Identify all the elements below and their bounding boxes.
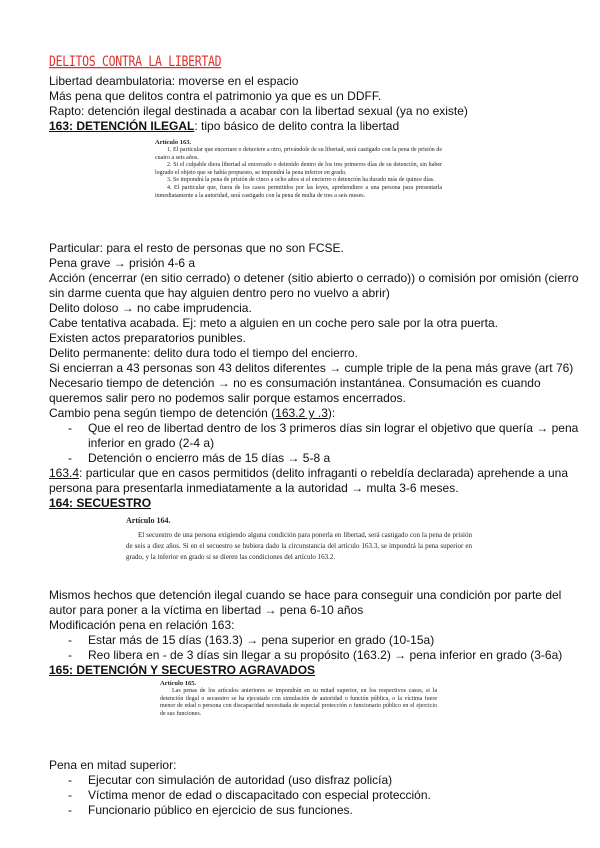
article-163-para-4: 4. El particular que, fuera de los casos permitidos por las leyes, aprehendiere a una persona para presentarla inmediatamente a la autoridad, será castigado con la pena de multa de tres a seis meses. [155,184,442,199]
s163-p4-rest: : particular que en casos permitidos (delito infraganti o rebeldía declarada) aprehende a una [79,466,569,480]
s163-line-5: Delito doloso → no cabe imprudencia. [49,301,252,315]
s165-bullet-2: Víctima menor de edad o discapacitado con especial protección. [88,788,431,802]
article-165-title: Artículo 165. [160,680,197,687]
section-163-heading-line [49,119,399,134]
s164-bullet-1: Estar más de 15 días (163.3) → pena superior en grado (10-15a) [88,633,435,647]
s163-p4-line-2: persona para presentarla inmediatamente a la autoridad → multa 3-6 meses. [49,481,459,495]
s163-p4-line [49,466,568,481]
s163-line-1: Particular: para el resto de personas que no son FCSE. [49,241,344,255]
section-163-heading: 163: DETENCIÓN ILEGAL [49,119,195,133]
bullet-marker: - [68,773,72,787]
s164-line-1: Mismos hechos que detención ilegal cuando se hace para conseguir una condición por parte del [49,588,562,602]
s163-bullet-1-cont: inferior en grado (2-4 a) [88,436,215,450]
article-163-title: Artículo 163. [155,139,192,146]
s163-line-10: Necesario tiempo de detención → no es consumación instantánea. Consumación es cuando [49,376,541,390]
section-165-heading-line [49,663,315,678]
s163-cambio-prefix: Cambio pena según tiempo de detención ( [49,406,276,420]
bullet-marker: - [68,451,72,465]
intro-line-1: Libertad deambulatoria: moverse en el espacio [49,74,299,88]
bullet-marker: - [68,648,72,662]
article-163-para-2: 2. Si el culpable diera libertad al encerrado o detenido dentro de los tres primeros días de su detención, sin haber logrado el objeto que se había propuesto, se impondrá la pena inferior en grado. [155,162,442,176]
s163-cambio-suffix: ): [327,406,336,420]
article-165-excerpt [160,679,437,718]
s164-bullet-2: Reo libera en - de 3 días sin llegar a su propósito (163.2) → pena inferior en grado (3-6a) [88,648,563,662]
article-164-title: Artículo 164. [126,516,171,525]
article-164-text: El secuestro de una persona exigiendo alguna condición para ponerla en libertad, será castigado con la pena de prisión de seis a diez años. Si en el secuestro se hubiera dado la circunstancia del artículo 163.3, se impondrá la pena superior en grado, y la inferior en grado si se dieren las condiciones del artículo 163.2. [126,531,472,561]
bullet-marker: - [68,421,72,435]
article-163-para-1: 1. El particular que encerrare o detuviere a otro, privándole de su libertad, será castigado con la pena de prisión de cuatro a seis años. [155,147,442,161]
article-163-excerpt [155,138,442,200]
bullet-marker: - [68,788,72,802]
section-164-heading: 164: SECUESTRO [49,496,152,510]
section-164-heading-line [49,496,151,511]
s163-line-3: Acción (encerrar (en sitio cerrado) o detener (sitio abierto o cerrado)) o comisión por omisión (cierro [49,271,579,285]
s163-line-8: Delito permanente: delito dura todo el tiempo del encierro. [49,346,358,360]
s163-line-9: Si encierran a 43 personas son 43 delitos diferentes → cumple triple de la pena más grave (art 76) [49,361,574,375]
article-165-text: Las penas de los artículos anteriores se impondrán en su mitad superior, en los respectivos casos, si la detención ilegal o secuestro se ha ejecutado con simulación de autoridad o función pública, o la víctima fuere menor de edad o persona con discapacidad necesitada de especial protección o funcionario público en el ejercicio de sus funciones. [160,688,437,717]
s163-line-2: Pena grave → prisión 4-6 a [49,256,196,270]
s165-bullet-1: Ejecutar con simulación de autoridad (uso disfraz policía) [88,773,393,787]
article-163-para-3: 3. Se impondrá la pena de prisión de cinco a ocho años si el encierro o detención ha durado más de quince días. [167,177,435,184]
s164-line-3: Modificación pena en relación 163: [49,618,235,632]
s163-bullet-2: Detención o encierro más de 15 días → 5-8 a [88,451,331,465]
section-163-heading-rest: : tipo básico de delito contra la libertad [194,119,400,133]
s163-cambio-line [49,406,335,421]
section-165-heading: 165: DETENCIÓN Y SECUESTRO AGRAVADOS [49,663,316,677]
bullet-marker: - [68,633,72,647]
s163-line-11: queremos salir pero no podemos salir porque estamos encerrados. [49,391,406,405]
page-title: DELITOS CONTRA LA LIBERTAD [49,52,222,70]
article-164-excerpt [126,515,472,563]
s163-cambio-ref: 163.2 y .3 [275,406,328,420]
s163-bullet-1: Que el reo de libertad dentro de los 3 primeros días sin lograr el objetivo que quería → pena [88,421,579,435]
bullet-marker: - [68,803,72,817]
intro-line-3: Rapto: detención ilegal destinada a acabar con la libertad sexual (ya no existe) [49,104,468,118]
s163-line-6: Cabe tentativa acabada. Ej: meto a alguien en un coche pero sale por la otra puerta. [49,316,498,330]
s165-bullet-3: Funcionario público en ejercicio de sus funciones. [88,803,353,817]
s165-line-1: Pena en mitad superior: [49,758,177,772]
s163-line-7: Existen actos preparatorios punibles. [49,331,246,345]
s163-line-4: sin darme cuenta que hay alguien dentro pero no vuelvo a abrir) [49,286,390,300]
intro-line-2: Más pena que delitos contra el patrimonio ya que es un DDFF. [49,89,382,103]
s163-p4-ref: 163.4 [49,466,80,480]
s164-line-2: autor para poner a la víctima en libertad → pena 6-10 años [49,603,364,617]
